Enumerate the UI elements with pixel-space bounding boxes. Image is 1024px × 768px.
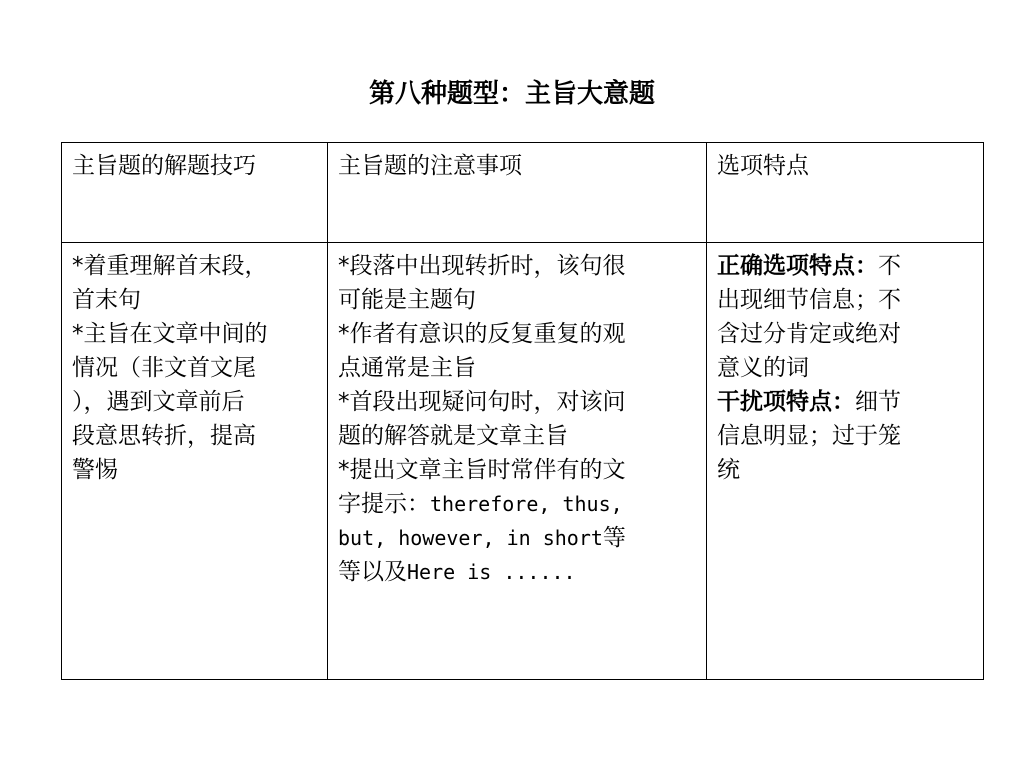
text-line: [717, 385, 973, 419]
page-title: 第八种题型：主旨大意题: [368, 79, 655, 109]
text-line: *首段出现疑问句时，对该问: [338, 389, 626, 415]
text-line: 首末句: [72, 287, 141, 313]
header-option-features: 选项特点: [707, 143, 984, 243]
text-line: 警惕: [72, 457, 118, 483]
text-cn: 细节: [855, 389, 901, 415]
text-line: [338, 555, 696, 589]
text-line: 出现细节信息；不: [717, 287, 901, 313]
text-line: 意义的词: [717, 355, 809, 381]
text-line: *着重理解首末段，: [72, 253, 268, 279]
text-line: *段落中出现转折时，该句很: [338, 253, 626, 279]
distractor-option-label: 干扰项特点：: [717, 389, 855, 415]
cell-notes: [328, 243, 707, 680]
text-en: but, however, in short: [338, 526, 603, 550]
text-line: *主旨在文章中间的: [72, 321, 268, 347]
table-header-row: [62, 143, 984, 243]
text-en: Here is ......: [407, 560, 576, 584]
text-cn: 不: [878, 253, 901, 279]
header-notes: 主旨题的注意事项: [328, 143, 707, 243]
text-line: 信息明显；过于笼: [717, 423, 901, 449]
text-line: [717, 249, 973, 283]
text-line: 含过分肯定或绝对: [717, 321, 901, 347]
text-line: *提出文章主旨时常伴有的文: [338, 457, 626, 483]
question-type-table: [61, 142, 984, 680]
header-solving-tips: 主旨题的解题技巧: [62, 143, 328, 243]
text-line: [338, 487, 696, 521]
text-en: therefore, thus,: [430, 492, 623, 516]
cell-solving-tips: [62, 243, 328, 680]
text-line: *作者有意识的反复重复的观: [338, 321, 626, 347]
text-line: 可能是主题句: [338, 287, 476, 313]
text-line: 统: [717, 457, 740, 483]
text-line: 题的解答就是文章主旨: [338, 423, 568, 449]
text-line: ），遇到文章前后: [72, 389, 245, 415]
text-cn: 等: [602, 525, 626, 551]
text-line: 点通常是主旨: [338, 355, 476, 381]
text-line: [338, 521, 696, 555]
correct-option-label: 正确选项特点：: [717, 253, 878, 279]
table-body-row: [62, 243, 984, 680]
text-line: 情况（非文首文尾: [72, 355, 256, 381]
text-line: 段意思转折，提高: [72, 423, 256, 449]
text-cn: 等以及: [338, 559, 407, 585]
text-cn: 字提示：: [338, 491, 430, 517]
cell-option-features: [707, 243, 984, 680]
